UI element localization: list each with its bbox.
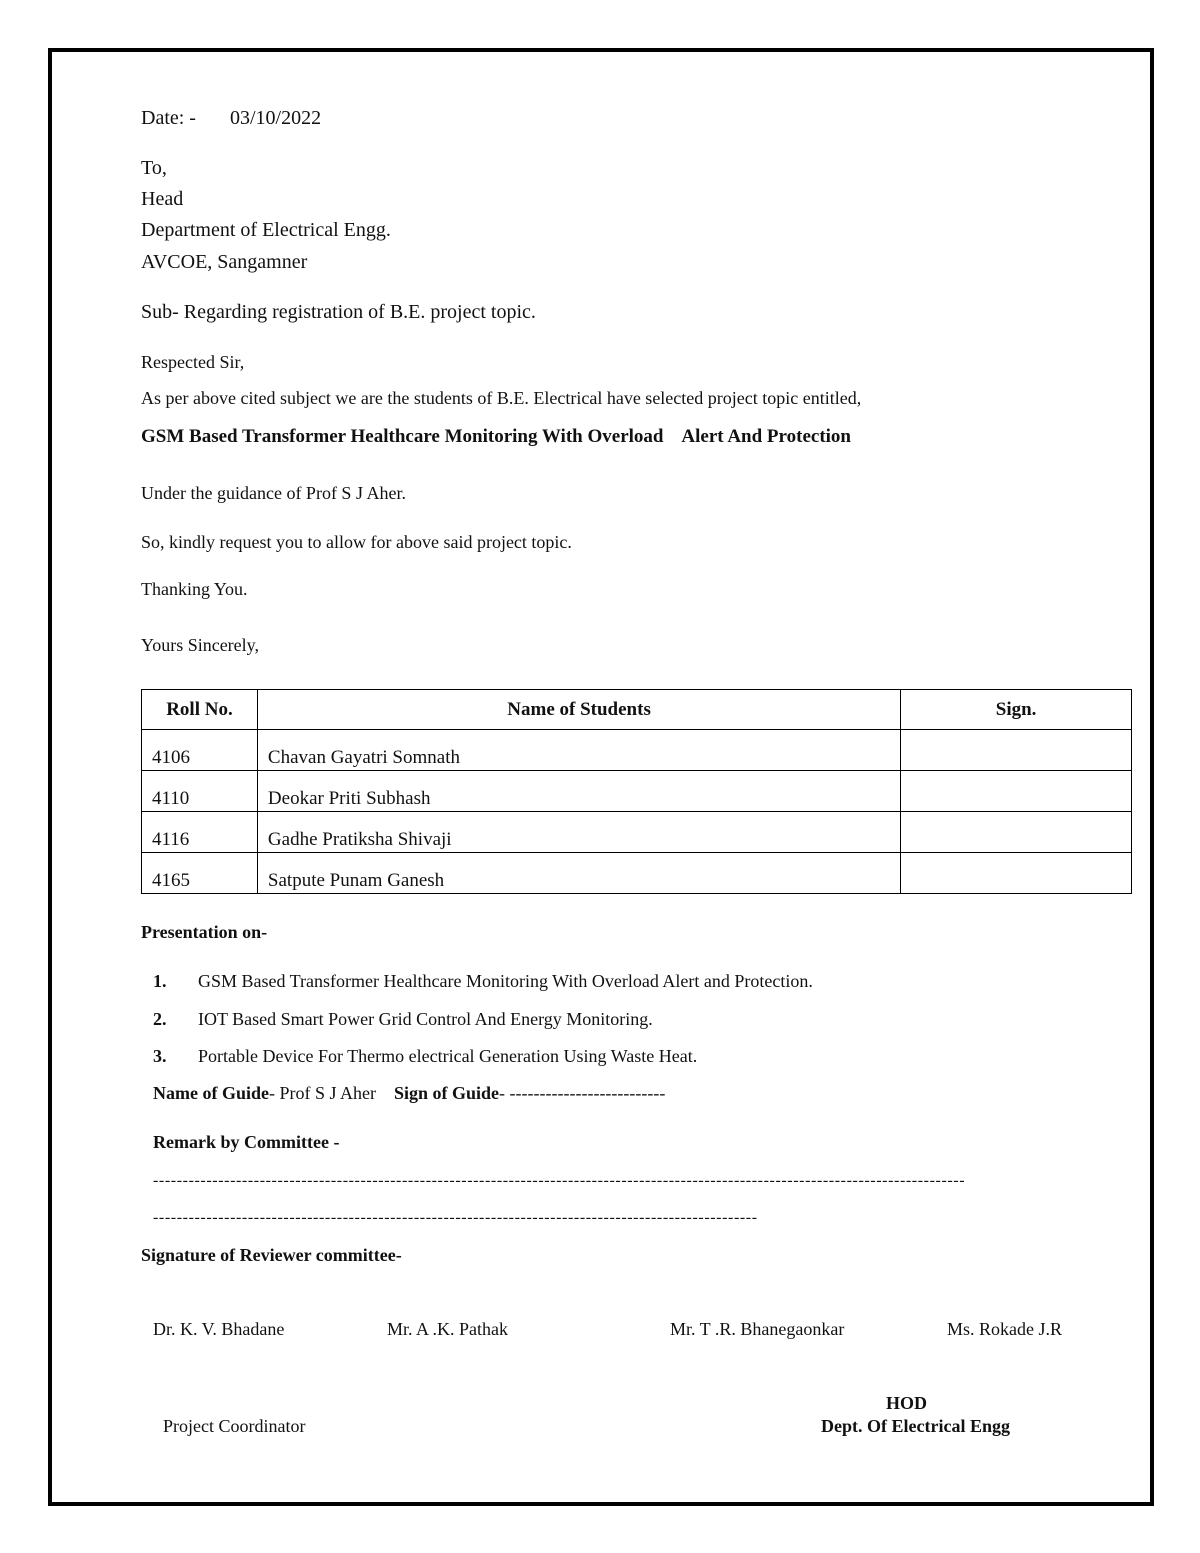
date-label: Date: - bbox=[141, 107, 196, 129]
list-item-number: 2. bbox=[153, 1009, 167, 1029]
remark-line-1: ----------------------------------------------------------------------------------------------------------------------------------------- bbox=[153, 1172, 966, 1189]
name-cell: Chavan Gayatri Somnath bbox=[257, 730, 900, 771]
students-table bbox=[141, 689, 1132, 894]
reviewer-name: Ms. Rokade J.R bbox=[947, 1319, 1063, 1339]
name-cell: Gadhe Pratiksha Shivaji bbox=[257, 812, 900, 853]
list-item-text: GSM Based Transformer Healthcare Monitoring With Overload Alert and Protection. bbox=[198, 971, 813, 991]
roll-cell: 4165 bbox=[142, 853, 258, 894]
reviewer-name: Mr. A .K. Pathak bbox=[387, 1319, 509, 1339]
sign-cell bbox=[901, 853, 1132, 894]
address-department: Department of Electrical Engg. bbox=[141, 219, 391, 241]
date-value: 03/10/2022 bbox=[230, 107, 322, 129]
list-item-text: IOT Based Smart Power Grid Control And Energy Monitoring. bbox=[198, 1009, 653, 1029]
table-header-row bbox=[142, 690, 1132, 730]
sign-cell bbox=[901, 812, 1132, 853]
roll-cell: 4106 bbox=[142, 730, 258, 771]
roll-cell: 4110 bbox=[142, 771, 258, 812]
sign-cell bbox=[901, 771, 1132, 812]
address-head: Head bbox=[141, 188, 184, 210]
column-header-sign: Sign. bbox=[901, 690, 1132, 730]
reviewer-heading: Signature of Reviewer committee- bbox=[141, 1245, 402, 1265]
hod-title: HOD bbox=[886, 1393, 928, 1413]
address-to: To, bbox=[141, 157, 167, 179]
hod-department: Dept. Of Electrical Engg bbox=[821, 1416, 1010, 1436]
guidance-text: Under the guidance of Prof S J Aher. bbox=[141, 483, 406, 503]
remark-label: Remark by Committee - bbox=[153, 1132, 340, 1152]
list-item-number: 3. bbox=[153, 1046, 167, 1066]
remark-line-2: ------------------------------------------------------------------------------------------------------ bbox=[153, 1209, 758, 1226]
salutation: Respected Sir, bbox=[141, 352, 245, 372]
name-cell: Deokar Priti Subhash bbox=[257, 771, 900, 812]
reviewer-name: Dr. K. V. Bhadane bbox=[153, 1319, 285, 1339]
column-header-roll: Roll No. bbox=[142, 690, 258, 730]
address-college: AVCOE, Sangamner bbox=[141, 251, 308, 273]
column-header-name: Name of Students bbox=[257, 690, 900, 730]
guide-name-value: - Prof S J Aher bbox=[269, 1083, 376, 1103]
guide-name-label: Name of Guide bbox=[153, 1083, 269, 1103]
name-cell: Satpute Punam Ganesh bbox=[257, 853, 900, 894]
list-item-text: Portable Device For Thermo electrical Generation Using Waste Heat. bbox=[198, 1046, 698, 1066]
project-coordinator: Project Coordinator bbox=[163, 1416, 306, 1436]
closing-text: Yours Sincerely, bbox=[141, 635, 260, 655]
roll-cell: 4116 bbox=[142, 812, 258, 853]
request-text: So, kindly request you to allow for above said project topic. bbox=[141, 532, 572, 552]
guide-sign-value: - -------------------------- bbox=[499, 1083, 666, 1103]
table-row bbox=[142, 771, 1132, 812]
reviewer-name: Mr. T .R. Bhanegaonkar bbox=[670, 1319, 845, 1339]
presentation-heading: Presentation on- bbox=[141, 922, 268, 942]
list-item-number: 1. bbox=[153, 971, 167, 991]
guide-line bbox=[153, 1084, 665, 1102]
body-text: As per above cited subject we are the students of B.E. Electrical have selected project topic entitled, bbox=[141, 388, 862, 408]
subject-line: Sub- Regarding registration of B.E. project topic. bbox=[141, 301, 536, 323]
table-row bbox=[142, 730, 1132, 771]
guide-sign-label: Sign of Guide bbox=[394, 1083, 500, 1103]
project-title: GSM Based Transformer Healthcare Monitoring With Overload Alert And Protection bbox=[141, 426, 851, 447]
sign-cell bbox=[901, 730, 1132, 771]
table-row bbox=[142, 812, 1132, 853]
thanks-text: Thanking You. bbox=[141, 579, 248, 599]
table-row bbox=[142, 853, 1132, 894]
